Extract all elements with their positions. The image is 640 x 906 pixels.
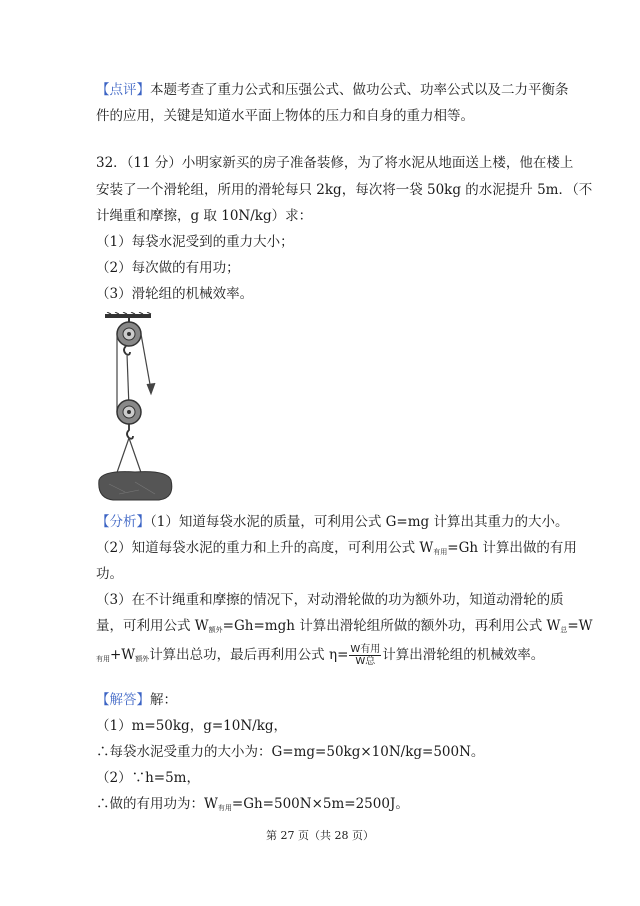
analysis-line-2 [96,538,577,562]
pulley-figure [95,312,177,502]
solution-line-5 [96,794,409,818]
analysis-text-1: （1）知道每袋水泥的质量，可利用公式 G=mg 计算出其重力的大小。 [150,514,569,530]
analysis-text-5a: 量，可利用公式 W [96,618,209,634]
solution-intro: 解： [150,692,177,708]
analysis-line-3: 功。 [96,566,123,582]
question-3: （3）滑轮组的机械效率。 [96,286,254,302]
analysis-text-2b: =Gh 计算出做的有用 [447,540,577,556]
problem-line-2: 安装了一个滑轮组，所用的滑轮每只 2kg，每次将一袋 50kg 的水泥提升 5m．（不 [96,182,593,198]
solution-line-3: ∴每袋水泥受重力的大小为：G=mg=50kg×10N/kg=500N。 [96,744,485,760]
question-1: （1）每袋水泥受到的重力大小； [96,234,294,250]
problem-line-3: 计绳重和摩擦，g 取 10N/kg）求： [96,208,313,224]
fraction-numerator: W有用 [350,644,381,655]
solution-text-5a: ∴做的有用功为：W [96,796,218,812]
fixed-pulley [117,318,141,355]
question-2: （2）每次做的有用功； [96,260,240,276]
analysis-line-6 [96,644,544,669]
pull-arrow [147,383,155,394]
ceiling-hatching [107,312,151,314]
subscript-useful-2: 有用 [96,655,110,663]
analysis-text-5b: =Gh=mgh 计算出滑轮组所做的额外功，再利用公式 W [222,618,561,634]
solution-tag: 【解答】 [96,692,150,708]
solution-line-2: （1）m=50kg，g=10N/kg， [96,718,288,734]
subscript-useful: 有用 [433,548,448,556]
comment-text-1: 本题考查了重力公式和压强公式、做功公式、功率公式以及二力平衡条 [150,82,569,98]
analysis-text-2a: （2）知道每袋水泥的重力和上升的高度，可利用公式 W [96,540,434,556]
fraction-denominator: W总 [355,656,376,667]
analysis-line-5 [96,616,593,640]
ceiling-beam [105,314,151,318]
subscript-extra: 额外 [208,626,223,634]
cement-bag [99,472,172,500]
efficiency-fraction [349,644,381,667]
analysis-line-4: （3）在不计绳重和摩擦的情况下，对动滑轮做的功为额外功，知道动滑轮的质 [96,592,564,608]
solution-text-5b: =Gh=500N×5m=2500J。 [231,796,409,812]
comment-tag: 【点评】 [96,82,150,98]
analysis-text-6a: +W [110,647,136,663]
analysis-line-1 [96,512,568,532]
comment-line-1 [96,80,569,100]
subscript-extra-2: 额外 [135,655,150,663]
subscript-useful-3: 有用 [217,804,232,812]
analysis-text-6b: 计算出总功，最后再利用公式 η= [149,647,349,663]
page-footer: 第 27 页（共 28 页） [266,829,374,842]
movable-pulley [117,400,141,439]
solution-line-4: （2）∵h=5m， [96,770,200,786]
analysis-text-6c: 计算出滑轮组的机械效率。 [382,647,545,663]
analysis-text-5c: =W [567,618,593,634]
solution-line-1 [96,690,177,710]
comment-line-2: 件的应用，关键是知道水平面上物体的压力和自身的重力相等。 [96,108,474,124]
subscript-total: 总 [560,626,568,634]
problem-line-1: 32．（11 分）小明家新买的房子准备装修，为了将水泥从地面送上楼，他在楼上 [96,155,574,171]
analysis-tag: 【分析】 [96,514,150,530]
